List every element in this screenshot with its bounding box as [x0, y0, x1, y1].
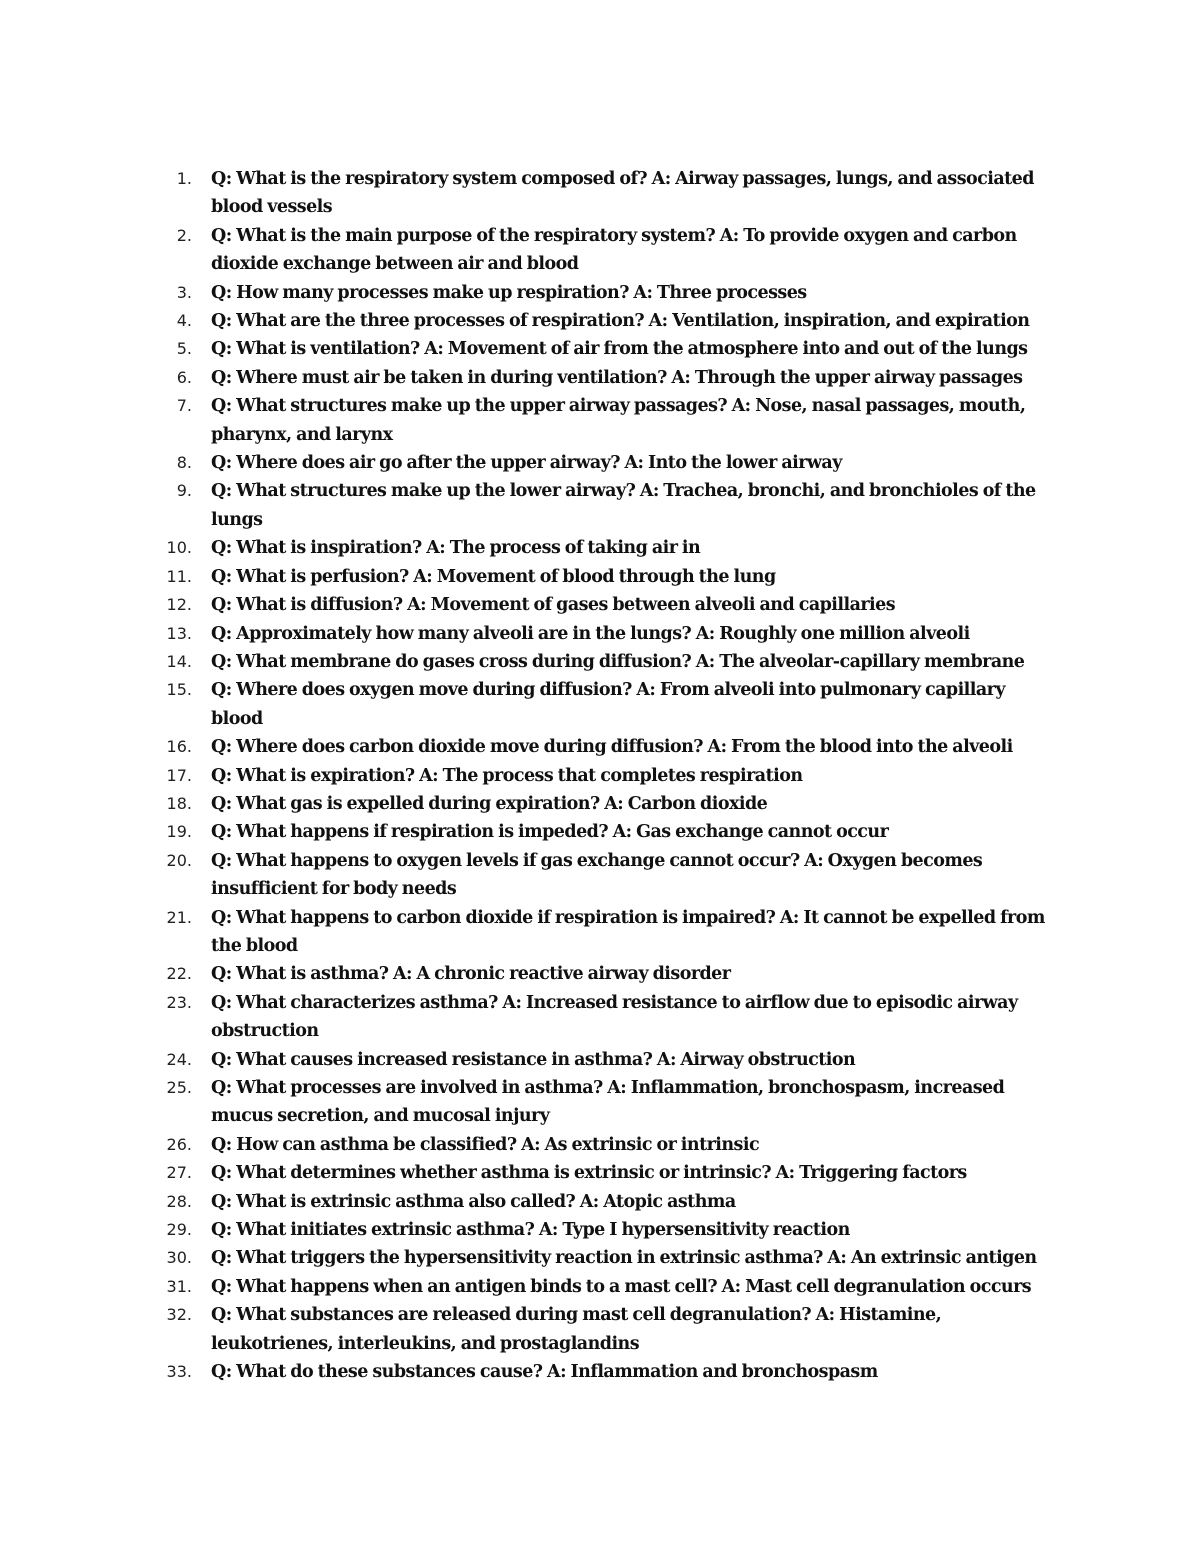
list-item — [150, 762, 1060, 790]
list-item-text: Q: What is asthma? A: A chronic reactive airway disorder — [211, 964, 731, 985]
list-item — [150, 534, 1060, 562]
list-item-text: Q: What is perfusion? A: Movement of blood through the lung — [211, 566, 776, 587]
list-item — [150, 279, 1060, 307]
list-item — [150, 1131, 1060, 1159]
list-item-text: Q: What is expiration? A: The process that completes respiration — [211, 765, 803, 786]
list-item-text: Q: What happens to carbon dioxide if respiration is impaired? A: It cannot be expelled from the blood — [211, 907, 1045, 956]
list-item — [150, 733, 1060, 761]
list-item-number: 3. — [176, 282, 192, 302]
list-item-number: 32. — [166, 1305, 192, 1325]
list-item — [150, 1273, 1060, 1301]
list-item — [150, 563, 1060, 591]
list-item-text: Q: What determines whether asthma is extrinsic or intrinsic? A: Triggering factors — [211, 1163, 967, 1184]
list-item-text: Q: What processes are involved in asthma? A: Inflammation, bronchospasm, increased mucus secretion, and mucosal injury — [211, 1078, 1005, 1127]
list-item — [150, 904, 1060, 961]
list-item-number: 16. — [166, 737, 192, 757]
list-item-number: 17. — [166, 765, 192, 785]
list-item-number: 13. — [166, 623, 192, 643]
list-item-number: 10. — [166, 538, 192, 558]
list-item-number: 23. — [166, 992, 192, 1012]
list-item — [150, 1188, 1060, 1216]
list-item — [150, 477, 1060, 534]
list-item — [150, 1301, 1060, 1358]
list-item-number: 29. — [166, 1220, 192, 1240]
list-item-text: Q: How can asthma be classified? A: As extrinsic or intrinsic — [211, 1134, 760, 1155]
list-item-number: 6. — [176, 367, 192, 387]
list-item-number: 11. — [166, 566, 192, 586]
list-item-text: Q: What causes increased resistance in asthma? A: Airway obstruction — [211, 1049, 856, 1070]
list-item — [150, 591, 1060, 619]
list-item — [150, 847, 1060, 904]
list-item-text: Q: What is extrinsic asthma also called? A: Atopic asthma — [211, 1191, 736, 1212]
list-item-text: Q: How many processes make up respiration? A: Three processes — [211, 282, 807, 303]
list-item-number: 19. — [166, 822, 192, 842]
list-item-number: 12. — [166, 595, 192, 615]
list-item — [150, 1159, 1060, 1187]
list-item-text: Q: Approximately how many alveoli are in the lungs? A: Roughly one million alveoli — [211, 623, 970, 644]
list-item — [150, 960, 1060, 988]
list-item — [150, 165, 1060, 222]
list-item-text: Q: What substances are released during mast cell degranulation? A: Histamine, leukotrienes, interleukins, and prostaglandins — [211, 1305, 942, 1354]
list-item-number: 14. — [166, 651, 192, 671]
list-item-number: 31. — [166, 1276, 192, 1296]
list-item-text: Q: Where does carbon dioxide move during diffusion? A: From the blood into the alveoli — [211, 737, 1013, 758]
list-item-number: 2. — [176, 225, 192, 245]
list-item-number: 25. — [166, 1078, 192, 1097]
list-item-text: Q: What structures make up the lower airway? A: Trachea, bronchi, and bronchioles of the lungs — [211, 481, 1036, 530]
list-item-number: 15. — [166, 680, 192, 700]
list-item-text: Q: What is inspiration? A: The process of taking air in — [211, 538, 701, 559]
list-item-text: Q: What happens if respiration is impeded? A: Gas exchange cannot occur — [211, 822, 889, 843]
list-item-number: 30. — [166, 1248, 192, 1268]
list-item-text: Q: What triggers the hypersensitivity reaction in extrinsic asthma? A: An extrinsic antigen — [211, 1248, 1037, 1269]
list-item — [150, 620, 1060, 648]
list-item-text: Q: What is the respiratory system composed of? A: Airway passages, lungs, and associated blood vessels — [211, 169, 1034, 218]
list-item-text: Q: What happens when an antigen binds to a mast cell? A: Mast cell degranulation occurs — [211, 1276, 1032, 1297]
list-item — [150, 222, 1060, 279]
list-item — [150, 818, 1060, 846]
list-item — [150, 648, 1060, 676]
list-item-number: 8. — [176, 453, 192, 473]
list-item-text: Q: What is diffusion? A: Movement of gases between alveoli and capillaries — [211, 595, 896, 616]
list-item-text: Q: Where must air be taken in during ventilation? A: Through the upper airway passages — [211, 367, 1023, 388]
list-item-number: 26. — [166, 1134, 192, 1154]
list-item-number: 22. — [166, 964, 192, 984]
list-item — [150, 335, 1060, 363]
list-item-number: 20. — [166, 850, 192, 870]
list-item-number: 24. — [166, 1049, 192, 1069]
list-item — [150, 364, 1060, 392]
list-item-text: Q: What do these substances cause? A: Inflammation and bronchospasm — [211, 1362, 878, 1383]
list-item-text: Q: Where does oxygen move during diffusion? A: From alveoli into pulmonary capillary blood — [211, 680, 1005, 729]
list-item — [150, 676, 1060, 733]
list-item-number: 4. — [176, 311, 192, 331]
list-item-number: 27. — [166, 1163, 192, 1183]
list-item-text: Q: What are the three processes of respiration? A: Ventilation, inspiration, and expiration — [211, 311, 1030, 332]
list-item-text: Q: What structures make up the upper airway passages? A: Nose, nasal passages, mouth, pharynx, and larynx — [211, 396, 1026, 445]
list-item-text: Q: What gas is expelled during expiration? A: Carbon dioxide — [211, 793, 768, 814]
list-item — [150, 392, 1060, 449]
list-item-text: Q: What is ventilation? A: Movement of air from the atmosphere into and out of the lungs — [211, 339, 1028, 360]
list-item-text: Q: What initiates extrinsic asthma? A: Type I hypersensitivity reaction — [211, 1220, 850, 1241]
list-item — [150, 1216, 1060, 1244]
list-item-text: Q: Where does air go after the upper airway? A: Into the lower airway — [211, 453, 842, 474]
list-item-text: Q: What membrane do gases cross during diffusion? A: The alveolar-capillary membrane — [211, 651, 1025, 672]
list-item-text: Q: What characterizes asthma? A: Increased resistance to airflow due to episodic airway obstruction — [211, 992, 1018, 1042]
list-item-number: 9. — [176, 481, 192, 501]
list-item-text: Q: What is the main purpose of the respiratory system? A: To provide oxygen and carbon dioxide exchange between air and blood — [211, 225, 1017, 275]
list-item-number: 18. — [166, 793, 192, 813]
list-item — [150, 1046, 1060, 1074]
list-item-text: Q: What happens to oxygen levels if gas exchange cannot occur? A: Oxygen becomes insufficient for body needs — [211, 850, 983, 900]
list-item — [150, 1074, 1060, 1131]
list-item — [150, 1358, 1060, 1386]
list-item — [150, 449, 1060, 477]
qa-list — [150, 165, 1060, 1386]
list-item — [150, 790, 1060, 818]
list-item — [150, 307, 1060, 335]
list-item-number: 33. — [166, 1362, 192, 1382]
list-item-number: 21. — [166, 907, 192, 927]
list-item — [150, 1244, 1060, 1272]
list-item — [150, 989, 1060, 1046]
list-item-number: 5. — [176, 339, 192, 359]
list-item-number: 7. — [176, 396, 192, 416]
list-item-number: 1. — [176, 169, 192, 188]
list-item-number: 28. — [166, 1191, 192, 1211]
